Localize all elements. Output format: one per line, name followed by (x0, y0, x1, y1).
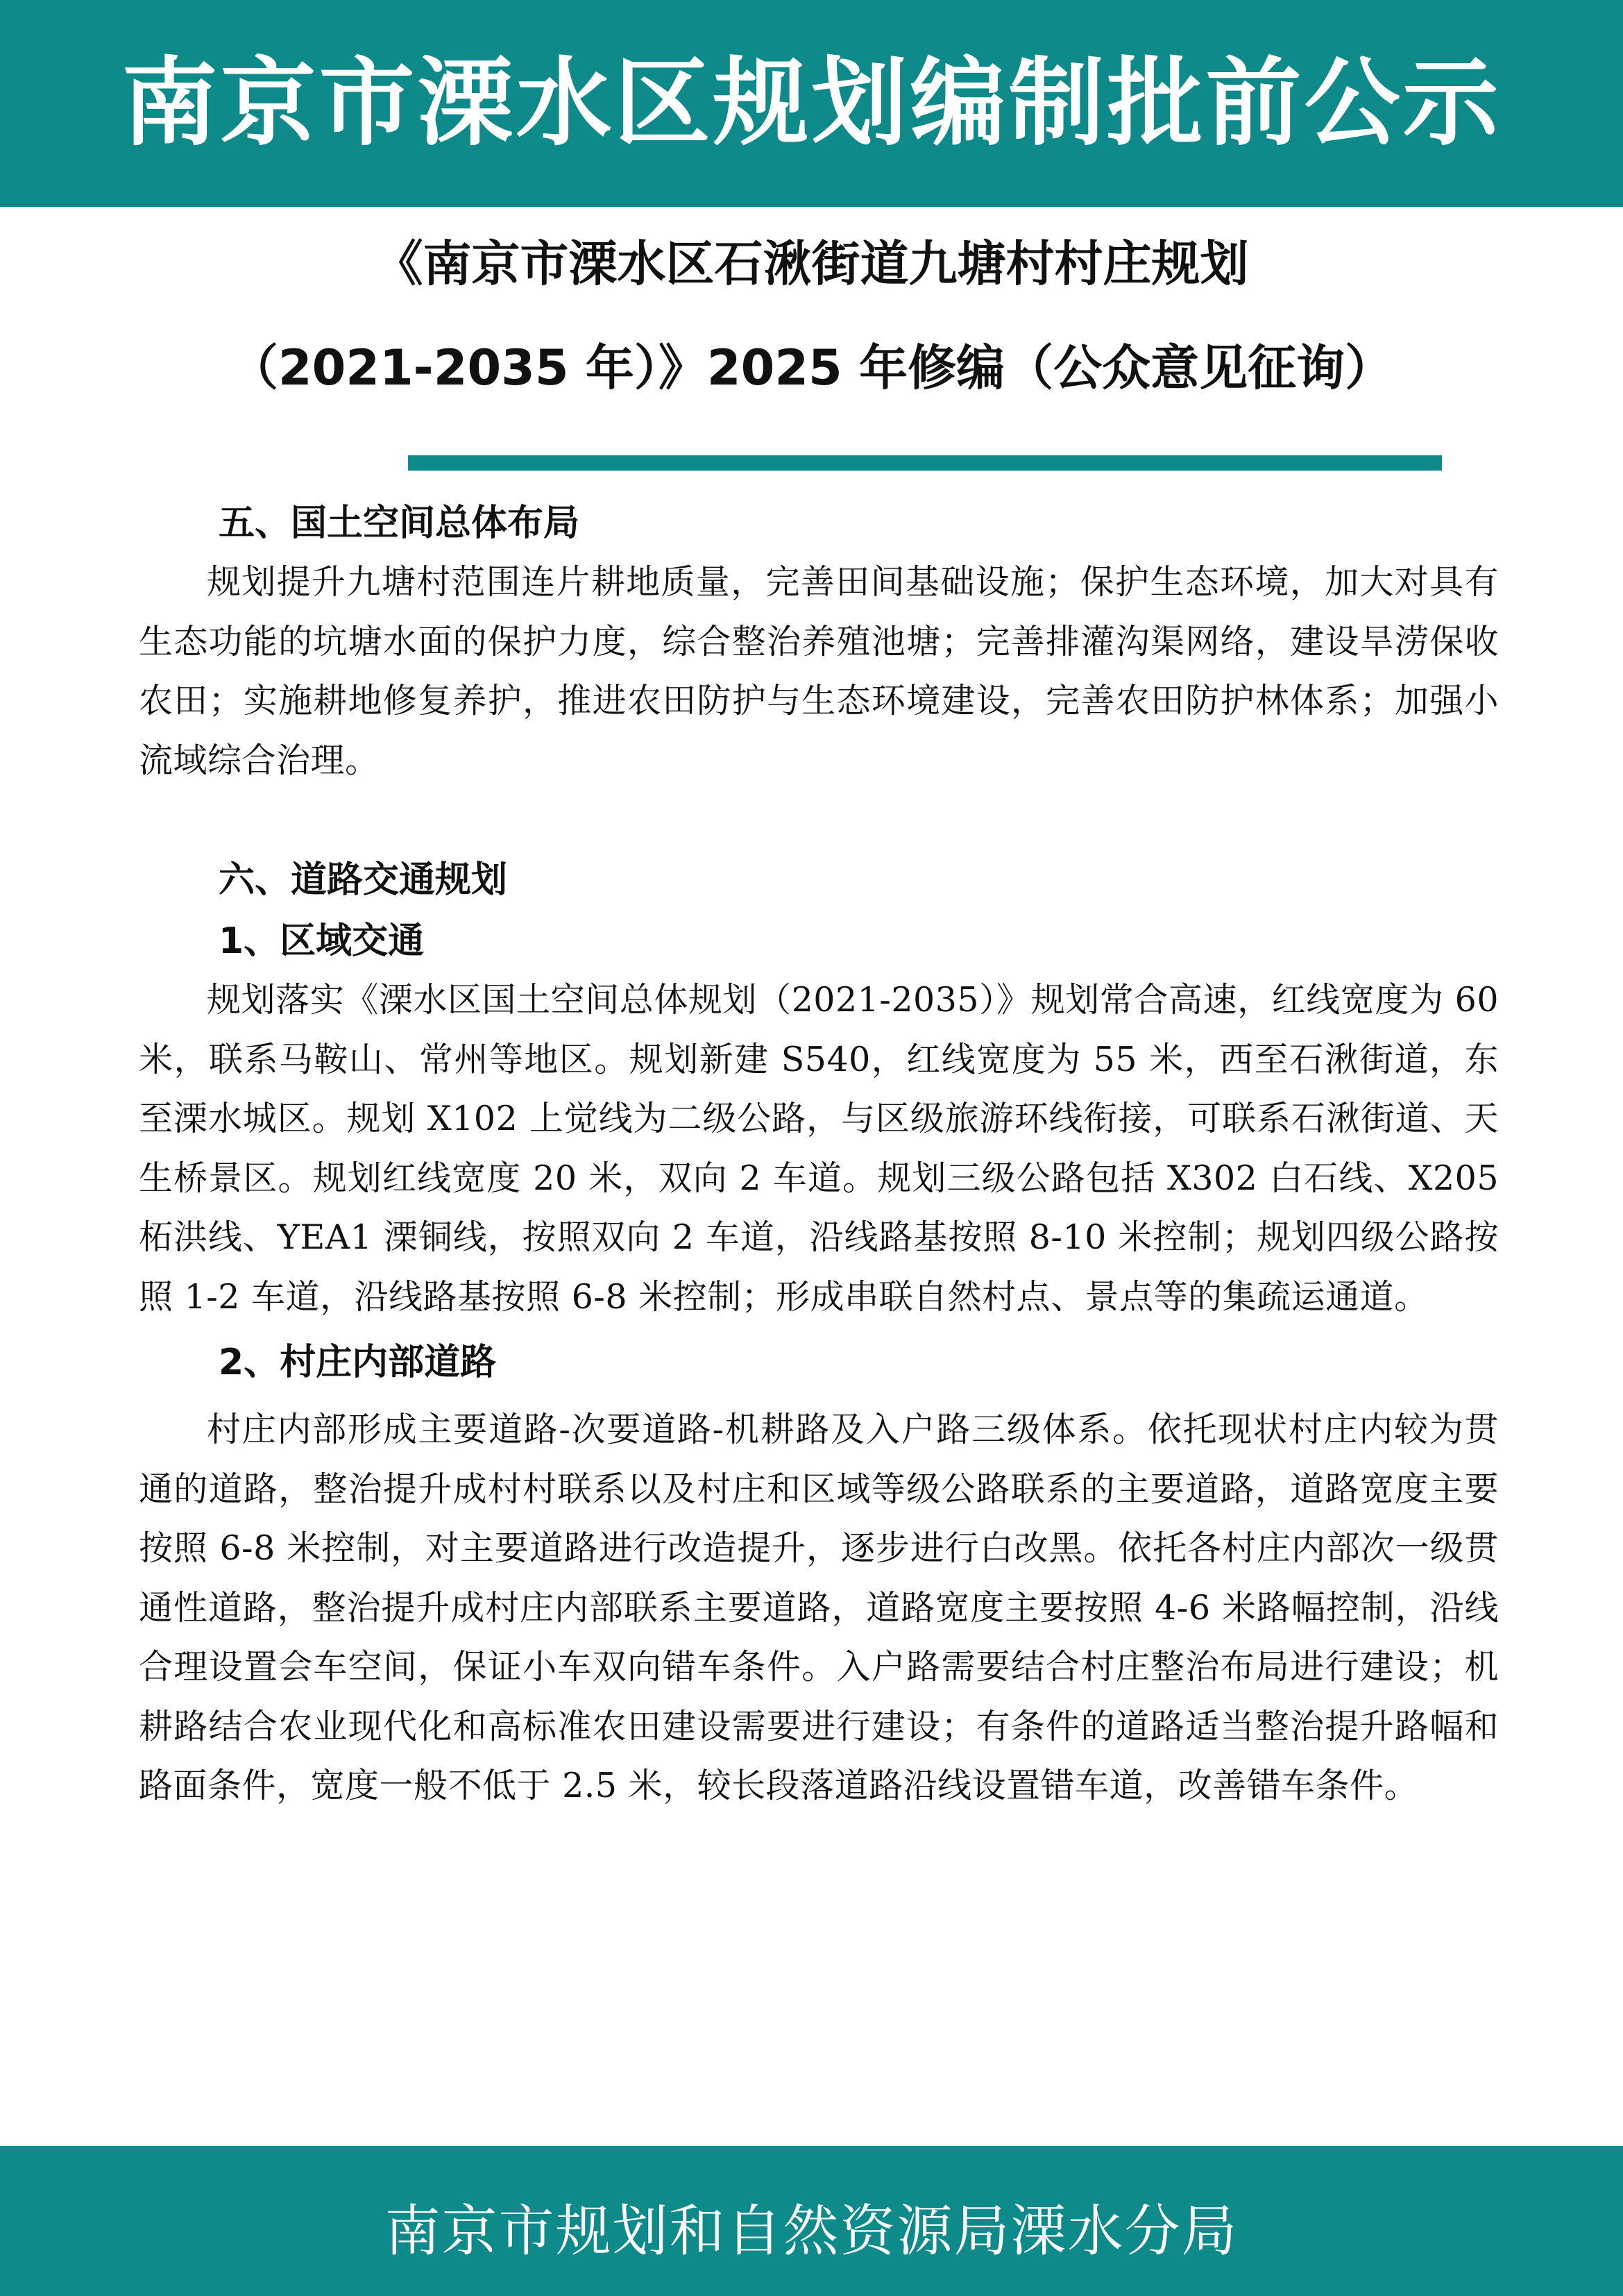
banner-title: 南京市溧水区规划编制批前公示 (121, 47, 1502, 159)
section-spacer (139, 790, 1499, 851)
document-body (139, 494, 1499, 1816)
section-heading: 六、道路交通规划 (219, 859, 508, 901)
subsection-heading: 2、村庄内部道路 (219, 1342, 497, 1383)
subsection-paragraph: 村庄内部形成主要道路-次要道路-机耕路及入户路三级体系。依托现状村庄内较为贯通的道路，整治提升成村村联系以及村庄和区域等级公路联系的主要道路，道路宽度主要按照 6-8 米控制，对主要道路进行改造提升，逐步进行白改黑。依托各村庄内部次一级贯通性道路，整治提升成村庄内部联系主要道路，道路宽度主要按照 4-6 米路幅控制，沿线合理设置会车空间，保证小车双向错车条件。入户路需要结合村庄整治布局进行建设；机耕路结合农业现代化和高标准农田建设需要进行建设；有条件的道路适当整治提升路幅和路面条件，宽度一般不低于 2.5 米，较长段落道路沿线设置错车道，改善错车条件。 (139, 1410, 1499, 1805)
section-paragraph: 规划提升九塘村范围连片耕地质量，完善田间基础设施；保护生态环境，加大对具有生态功能的坑塘水面的保护力度，综合整治养殖池塘；完善排灌沟渠网络，建设旱涝保收农田；实施耕地修复养护，推进农田防护与生态环境建设，完善农田防护林体系；加强小流域综合治理。 (139, 562, 1499, 780)
title-divider (408, 455, 1442, 471)
footer-issuer: 南京市规划和自然资源局溧水分局 (384, 2199, 1239, 2263)
header-banner (0, 0, 1623, 207)
subsection-paragraph: 规划落实《溧水区国土空间总体规划（2021-2035）》规划常合高速，红线宽度为 60 米，联系马鞍山、常州等地区。规划新建 S540，红线宽度为 55 米，西至石湫街道，东至溧水城区。规划 X102 上觉线为二级公路，与区级旅游环线衔接，可联系石湫街道、天生桥景区。规划红线宽度 20 米，双向 2 车道。规划三级公路包括 X302 白石线、X205 柘洪线、YEA1 溧铜线，按照双向 2 车道，沿线路基按照 8-10 米控制；规划四级公路按照 1-2 车道，沿线路基按照 6-8 米控制；形成串联自然村点、景点等的集疏运通道。 (139, 980, 1499, 1317)
document-title-line-1: 《南京市溧水区石湫街道九塘村村庄规划 (374, 235, 1249, 292)
section-heading: 五、国土空间总体布局 (219, 503, 580, 544)
document-title-line-2: （2021-2035 年）》2025 年修编（公众意见征询） (229, 339, 1394, 396)
section-road-traffic (139, 851, 1499, 1816)
section-spatial-layout (139, 494, 1499, 790)
footer-banner (0, 2146, 1623, 2296)
subsection-heading: 1、区域交通 (219, 920, 425, 962)
